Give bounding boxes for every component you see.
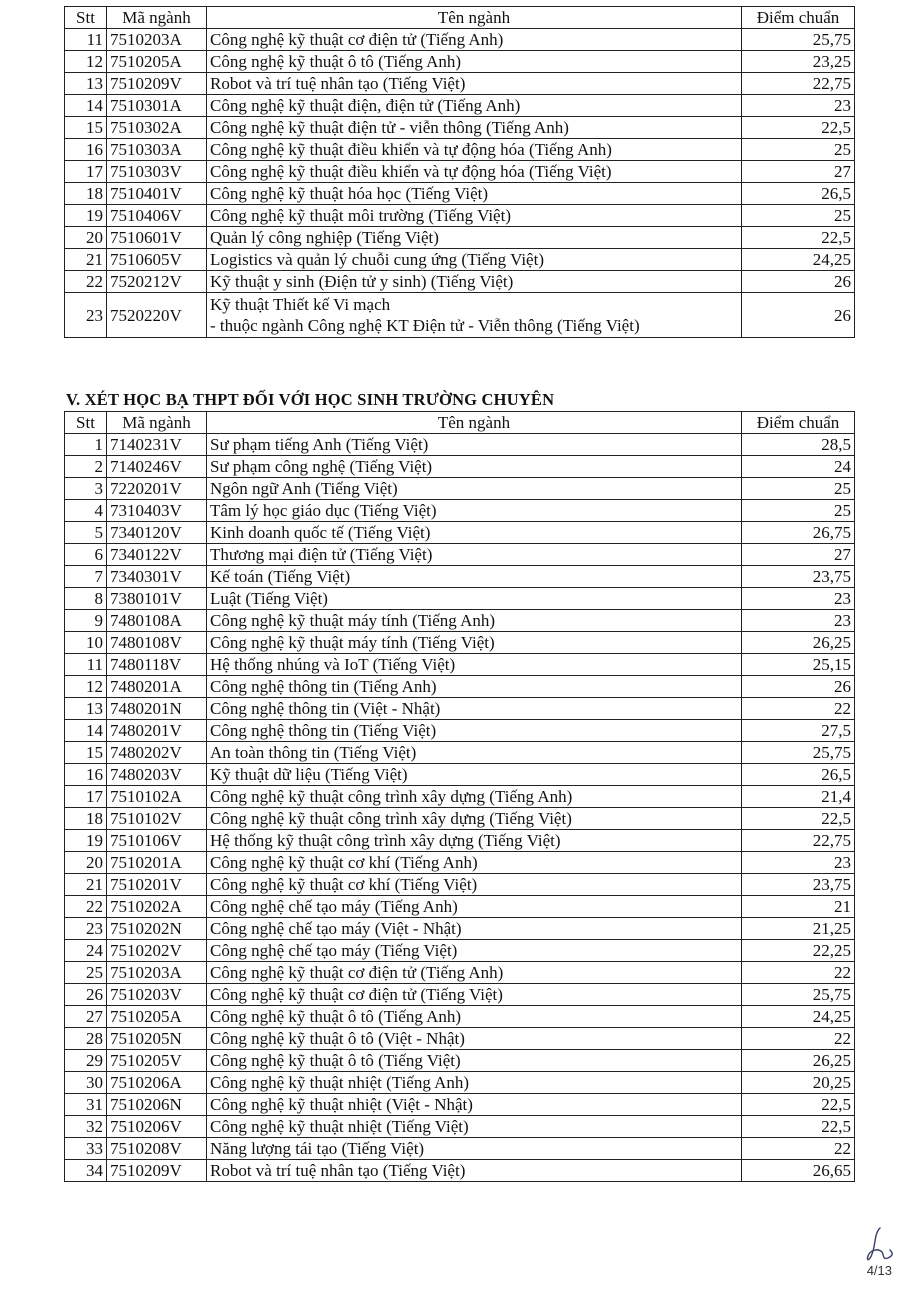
table-row [65,654,855,676]
row-score: 24,25 [742,1006,855,1028]
table-row [65,434,855,456]
row-stt: 2 [65,456,107,478]
table-row [65,117,855,139]
row-stt: 20 [65,852,107,874]
row-score: 22 [742,1028,855,1050]
table-header-row [65,7,855,29]
table-row [65,1072,855,1094]
row-score: 22 [742,962,855,984]
row-score: 21,4 [742,786,855,808]
table-row [65,249,855,271]
row-name: Tâm lý học giáo dục (Tiếng Việt) [207,500,742,522]
row-stt: 25 [65,962,107,984]
row-score: 23 [742,95,855,117]
header-stt: Stt [65,412,107,434]
row-code: 7510209V [107,73,207,95]
table-row [65,205,855,227]
row-score: 26,65 [742,1160,855,1182]
row-stt: 17 [65,161,107,183]
table-row [65,522,855,544]
row-score: 26,75 [742,522,855,544]
table-row [65,51,855,73]
row-stt: 15 [65,742,107,764]
row-score: 23 [742,588,855,610]
row-code: 7510203V [107,984,207,1006]
row-code: 7510106V [107,830,207,852]
row-stt: 11 [65,29,107,51]
row-name [207,293,742,338]
row-name: Công nghệ kỹ thuật môi trường (Tiếng Việt) [207,205,742,227]
table-row [65,1094,855,1116]
page-number: 4/13 [866,1263,892,1278]
table-row [65,1028,855,1050]
row-code: 7510303V [107,161,207,183]
row-code: 7510201A [107,852,207,874]
cutoff-score-table-continued [64,6,855,338]
table-row [65,742,855,764]
table-row [65,95,855,117]
row-stt: 23 [65,918,107,940]
row-score: 26,25 [742,632,855,654]
row-code: 7480118V [107,654,207,676]
header-name: Tên ngành [207,412,742,434]
row-name: Công nghệ chế tạo máy (Tiếng Anh) [207,896,742,918]
table-row [65,588,855,610]
table-row [65,874,855,896]
row-stt: 31 [65,1094,107,1116]
table-row [65,808,855,830]
row-name: Công nghệ kỹ thuật điều khiển và tự động hóa (Tiếng Việt) [207,161,742,183]
row-stt: 18 [65,808,107,830]
row-name: Công nghệ kỹ thuật máy tính (Tiếng Anh) [207,610,742,632]
row-score: 22,5 [742,1094,855,1116]
row-score: 26 [742,293,855,338]
row-name: Công nghệ kỹ thuật ô tô (Tiếng Anh) [207,51,742,73]
row-score: 27 [742,161,855,183]
table-header-row [65,412,855,434]
table-row [65,610,855,632]
row-name: Công nghệ kỹ thuật nhiệt (Việt - Nhật) [207,1094,742,1116]
row-stt: 16 [65,139,107,161]
row-stt: 21 [65,249,107,271]
row-code: 7510203A [107,962,207,984]
header-stt: Stt [65,7,107,29]
row-score: 23,75 [742,874,855,896]
row-name: Công nghệ thông tin (Tiếng Anh) [207,676,742,698]
row-stt: 14 [65,95,107,117]
row-stt: 28 [65,1028,107,1050]
row-score: 25,75 [742,984,855,1006]
row-stt: 18 [65,183,107,205]
row-name: Robot và trí tuệ nhân tạo (Tiếng Việt) [207,1160,742,1182]
row-code: 7340120V [107,522,207,544]
row-stt: 32 [65,1116,107,1138]
row-stt: 21 [65,874,107,896]
row-name: Công nghệ kỹ thuật nhiệt (Tiếng Anh) [207,1072,742,1094]
row-score: 22,5 [742,808,855,830]
row-code: 7480201V [107,720,207,742]
row-stt: 13 [65,73,107,95]
row-name: Luật (Tiếng Việt) [207,588,742,610]
row-stt: 15 [65,117,107,139]
row-score: 22,75 [742,73,855,95]
row-code: 7510302A [107,117,207,139]
row-name: Robot và trí tuệ nhân tạo (Tiếng Việt) [207,73,742,95]
table-row [65,984,855,1006]
row-score: 23 [742,610,855,632]
row-name: An toàn thông tin (Tiếng Việt) [207,742,742,764]
row-code: 7220201V [107,478,207,500]
row-stt: 6 [65,544,107,566]
row-name: Quản lý công nghiệp (Tiếng Việt) [207,227,742,249]
table-row [65,544,855,566]
row-stt: 10 [65,632,107,654]
row-name: Ngôn ngữ Anh (Tiếng Việt) [207,478,742,500]
row-stt: 14 [65,720,107,742]
row-code: 7340122V [107,544,207,566]
row-stt: 34 [65,1160,107,1182]
table-row [65,632,855,654]
row-score: 27,5 [742,720,855,742]
row-name: Hệ thống kỹ thuật công trình xây dựng (Tiếng Việt) [207,830,742,852]
row-code: 7510202V [107,940,207,962]
row-score: 25 [742,500,855,522]
row-stt: 33 [65,1138,107,1160]
table-row [65,1006,855,1028]
table-row [65,227,855,249]
row-code: 7480201N [107,698,207,720]
row-score: 21 [742,896,855,918]
cutoff-score-table-specialized-schools [64,411,855,1182]
row-score: 22 [742,698,855,720]
row-score: 28,5 [742,434,855,456]
row-score: 25,75 [742,29,855,51]
row-code: 7480108A [107,610,207,632]
row-name: Hệ thống nhúng và IoT (Tiếng Việt) [207,654,742,676]
row-stt: 24 [65,940,107,962]
table-row [65,676,855,698]
row-name: Logistics và quản lý chuỗi cung ứng (Tiếng Việt) [207,249,742,271]
row-stt: 7 [65,566,107,588]
row-name: Công nghệ kỹ thuật ô tô (Tiếng Việt) [207,1050,742,1072]
row-score: 20,25 [742,1072,855,1094]
row-code: 7510206N [107,1094,207,1116]
row-score: 27 [742,544,855,566]
row-name: Công nghệ kỹ thuật nhiệt (Tiếng Việt) [207,1116,742,1138]
row-score: 22,5 [742,117,855,139]
row-name: Công nghệ kỹ thuật cơ điện tử (Tiếng Anh) [207,962,742,984]
row-score: 26,25 [742,1050,855,1072]
row-score: 23 [742,852,855,874]
row-stt: 20 [65,227,107,249]
row-code: 7520220V [107,293,207,338]
table-row [65,698,855,720]
row-stt: 16 [65,764,107,786]
row-code: 7510209V [107,1160,207,1182]
row-stt: 27 [65,1006,107,1028]
row-code: 7520212V [107,271,207,293]
row-score: 23,25 [742,51,855,73]
table-row [65,830,855,852]
row-stt: 13 [65,698,107,720]
row-code: 7510601V [107,227,207,249]
table-row [65,1050,855,1072]
row-stt: 23 [65,293,107,338]
row-code: 7510206V [107,1116,207,1138]
table-row [65,478,855,500]
row-score: 26 [742,676,855,698]
row-stt: 5 [65,522,107,544]
table-row [65,852,855,874]
row-score: 26 [742,271,855,293]
row-code: 7140246V [107,456,207,478]
table-row [65,456,855,478]
row-code: 7510301A [107,95,207,117]
table-row [65,271,855,293]
row-score: 25,75 [742,742,855,764]
row-name: Kỹ thuật dữ liệu (Tiếng Việt) [207,764,742,786]
signature-icon [860,1224,898,1266]
row-score: 22,75 [742,830,855,852]
header-code: Mã ngành [107,7,207,29]
row-name: Công nghệ kỹ thuật cơ khí (Tiếng Việt) [207,874,742,896]
table-row [65,293,855,338]
row-score: 25,15 [742,654,855,676]
row-stt: 17 [65,786,107,808]
row-name-line1: Kỹ thuật Thiết kế Vi mạch [210,295,391,314]
table-row [65,764,855,786]
row-name: Sư phạm tiếng Anh (Tiếng Việt) [207,434,742,456]
row-name: Công nghệ kỹ thuật ô tô (Tiếng Anh) [207,1006,742,1028]
row-score: 23,75 [742,566,855,588]
row-name: Công nghệ chế tạo máy (Việt - Nhật) [207,918,742,940]
row-code: 7510208V [107,1138,207,1160]
row-name: Công nghệ chế tạo máy (Tiếng Việt) [207,940,742,962]
row-code: 7480202V [107,742,207,764]
header-code: Mã ngành [107,412,207,434]
row-stt: 1 [65,434,107,456]
table-row [65,918,855,940]
row-code: 7510201V [107,874,207,896]
row-code: 7140231V [107,434,207,456]
row-name: Kế toán (Tiếng Việt) [207,566,742,588]
row-code: 7340301V [107,566,207,588]
row-code: 7510202A [107,896,207,918]
row-score: 26,5 [742,764,855,786]
row-name: Sư phạm công nghệ (Tiếng Việt) [207,456,742,478]
row-name: Công nghệ kỹ thuật công trình xây dựng (Tiếng Anh) [207,786,742,808]
row-stt: 8 [65,588,107,610]
row-stt: 30 [65,1072,107,1094]
row-score: 22,5 [742,1116,855,1138]
row-code: 7380101V [107,588,207,610]
row-name: Công nghệ kỹ thuật hóa học (Tiếng Việt) [207,183,742,205]
row-score: 22,5 [742,227,855,249]
table-row [65,500,855,522]
table-row [65,962,855,984]
row-name: Thương mại điện tử (Tiếng Việt) [207,544,742,566]
row-stt: 11 [65,654,107,676]
row-stt: 19 [65,205,107,227]
row-name: Công nghệ thông tin (Tiếng Việt) [207,720,742,742]
row-score: 21,25 [742,918,855,940]
row-score: 25 [742,478,855,500]
row-code: 7510401V [107,183,207,205]
table-row [65,73,855,95]
row-code: 7480108V [107,632,207,654]
section-title: V. XÉT HỌC BẠ THPT ĐỐI VỚI HỌC SINH TRƯỜNG CHUYÊN [66,390,555,409]
row-code: 7510202N [107,918,207,940]
row-stt: 26 [65,984,107,1006]
row-name: Công nghệ kỹ thuật điều khiển và tự động hóa (Tiếng Anh) [207,139,742,161]
row-name: Kỹ thuật y sinh (Điện tử y sinh) (Tiếng Việt) [207,271,742,293]
header-score: Điểm chuẩn [742,7,855,29]
row-score: 25 [742,205,855,227]
row-code: 7510205N [107,1028,207,1050]
table-row [65,896,855,918]
row-stt: 29 [65,1050,107,1072]
row-stt: 9 [65,610,107,632]
row-score: 22,25 [742,940,855,962]
table-row [65,161,855,183]
row-name: Công nghệ kỹ thuật cơ khí (Tiếng Anh) [207,852,742,874]
row-name: Công nghệ kỹ thuật điện tử - viễn thông (Tiếng Anh) [207,117,742,139]
row-code: 7510205A [107,1006,207,1028]
row-name: Kinh doanh quốc tế (Tiếng Việt) [207,522,742,544]
row-code: 7510205A [107,51,207,73]
table-row [65,720,855,742]
row-stt: 12 [65,676,107,698]
table-row [65,1116,855,1138]
table-row [65,786,855,808]
row-code: 7510102V [107,808,207,830]
row-score: 25 [742,139,855,161]
row-stt: 22 [65,896,107,918]
row-name-line2: - thuộc ngành Công nghệ KT Điện tử - Viễn thông (Tiếng Việt) [210,316,640,335]
table-body [65,29,855,293]
row-score: 24 [742,456,855,478]
table-row [65,566,855,588]
row-score: 22 [742,1138,855,1160]
row-code: 7510102A [107,786,207,808]
table-row [65,1160,855,1182]
row-name: Công nghệ kỹ thuật cơ điện tử (Tiếng Việt) [207,984,742,1006]
row-name: Công nghệ thông tin (Việt - Nhật) [207,698,742,720]
row-name: Công nghệ kỹ thuật ô tô (Việt - Nhật) [207,1028,742,1050]
table-body [65,434,855,1182]
row-name: Công nghệ kỹ thuật công trình xây dựng (Tiếng Việt) [207,808,742,830]
row-code: 7310403V [107,500,207,522]
row-name: Năng lượng tái tạo (Tiếng Việt) [207,1138,742,1160]
header-name: Tên ngành [207,7,742,29]
row-code: 7510206A [107,1072,207,1094]
row-name: Công nghệ kỹ thuật cơ điện tử (Tiếng Anh) [207,29,742,51]
row-stt: 19 [65,830,107,852]
row-stt: 3 [65,478,107,500]
table-row [65,183,855,205]
row-code: 7480203V [107,764,207,786]
row-stt: 12 [65,51,107,73]
table-row [65,139,855,161]
row-code: 7480201A [107,676,207,698]
row-code: 7510203A [107,29,207,51]
row-score: 26,5 [742,183,855,205]
table-row [65,29,855,51]
row-stt: 22 [65,271,107,293]
row-code: 7510303A [107,139,207,161]
row-code: 7510205V [107,1050,207,1072]
table-row [65,1138,855,1160]
row-code: 7510605V [107,249,207,271]
row-name: Công nghệ kỹ thuật điện, điện tử (Tiếng Anh) [207,95,742,117]
row-name: Công nghệ kỹ thuật máy tính (Tiếng Việt) [207,632,742,654]
table-row [65,940,855,962]
row-score: 24,25 [742,249,855,271]
header-score: Điểm chuẩn [742,412,855,434]
row-stt: 4 [65,500,107,522]
row-code: 7510406V [107,205,207,227]
